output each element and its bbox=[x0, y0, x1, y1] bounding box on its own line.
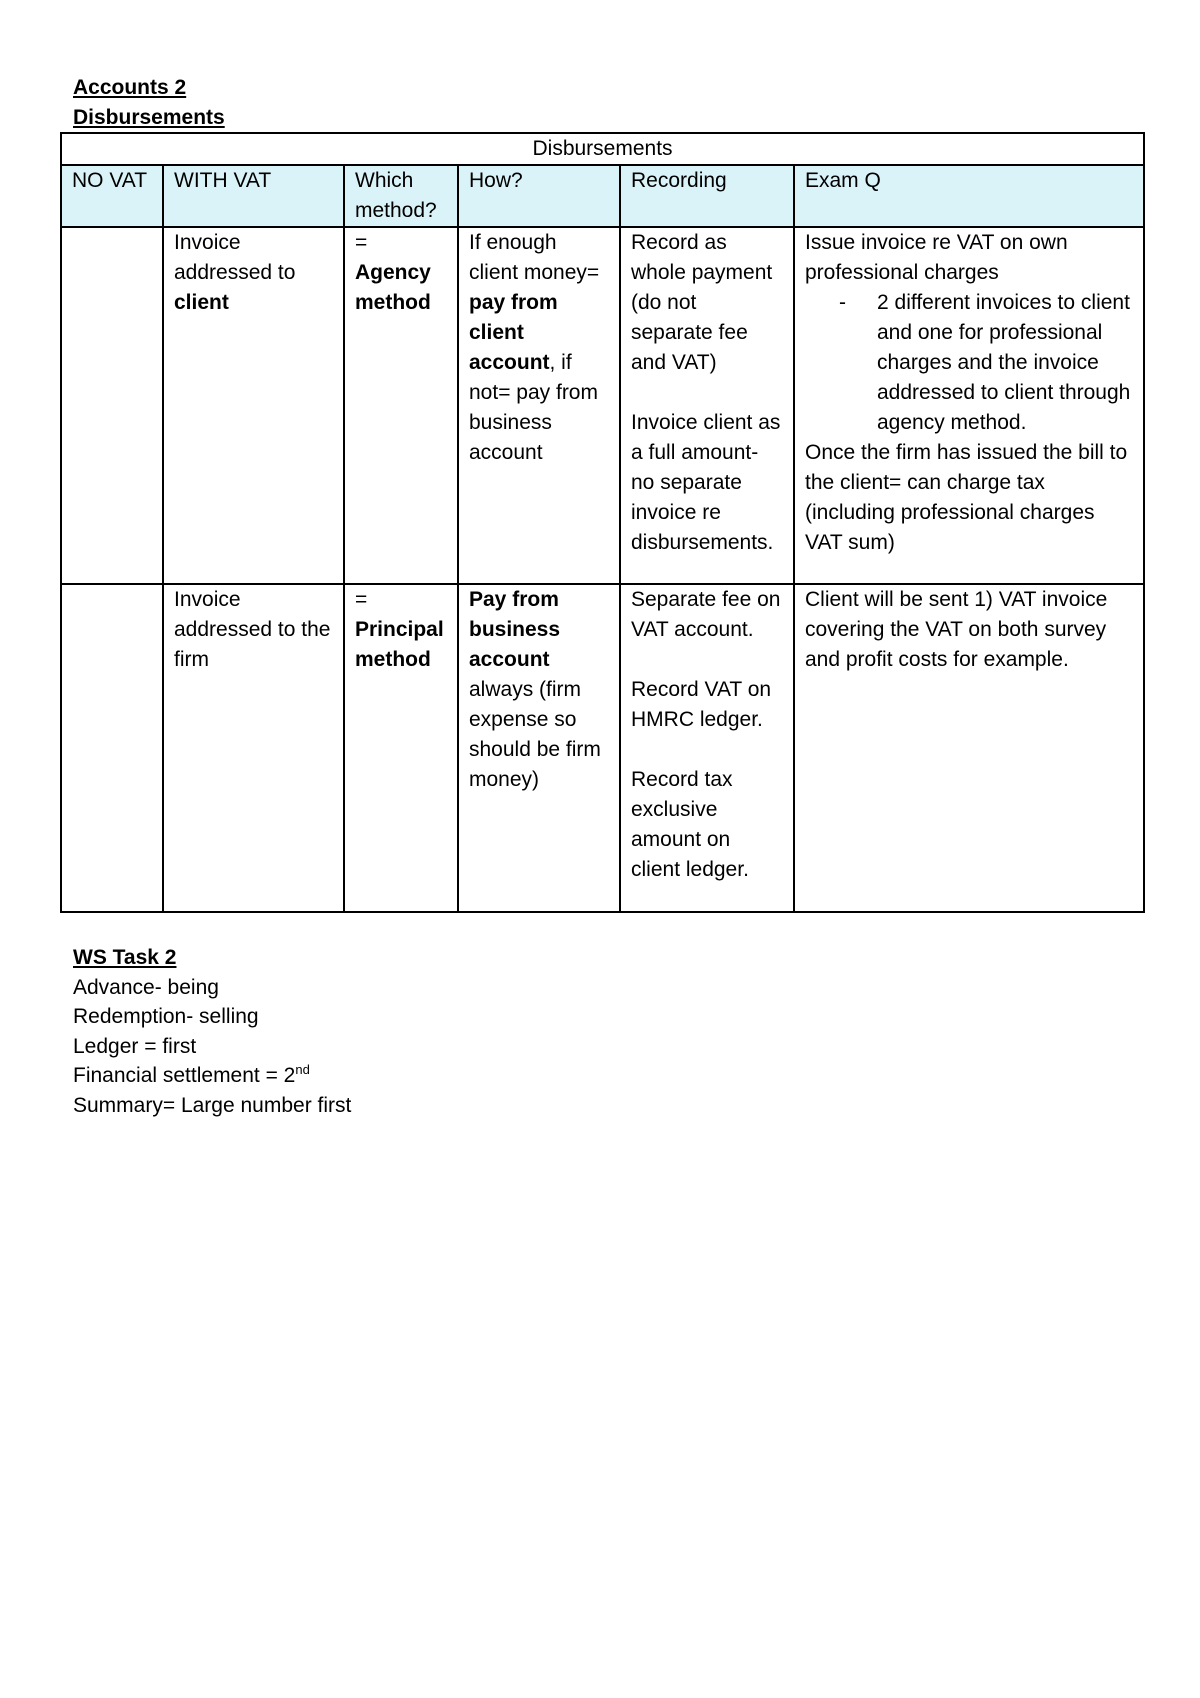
table-row bbox=[61, 584, 1144, 912]
row2-how-post: always (firm expense so should be firm money) bbox=[469, 678, 601, 791]
row1-method-name: Agency method bbox=[355, 261, 431, 314]
note-line: Advance- being bbox=[73, 975, 219, 999]
header-which-method: Which method? bbox=[344, 165, 458, 227]
header-exam-q: Exam Q bbox=[794, 165, 1144, 227]
table-row bbox=[61, 227, 1144, 584]
row1-method-prefix: = bbox=[355, 231, 368, 254]
row1-with-vat bbox=[163, 227, 344, 584]
row2-method bbox=[344, 584, 458, 912]
disbursements-table bbox=[60, 132, 1145, 913]
note-line-text: Financial settlement = 2 bbox=[73, 1064, 296, 1087]
paragraph-gap bbox=[631, 645, 783, 675]
header-recording: Recording bbox=[620, 165, 794, 227]
table-title: Disbursements bbox=[61, 133, 1144, 165]
note-line bbox=[73, 1061, 351, 1091]
paragraph-gap bbox=[631, 735, 783, 765]
row1-method bbox=[344, 227, 458, 584]
document-heading-disbursements: Disbursements bbox=[73, 106, 225, 129]
note-line: Summary= Large number first bbox=[73, 1093, 352, 1117]
row1-how-pre: If enough client money= bbox=[469, 231, 600, 284]
header-no-vat: NO VAT bbox=[61, 165, 163, 227]
ws-task-notes bbox=[73, 943, 351, 1120]
header-how: How? bbox=[458, 165, 620, 227]
row2-how bbox=[458, 584, 620, 912]
row1-exam-q bbox=[794, 227, 1144, 584]
table-title-row bbox=[61, 133, 1144, 165]
row1-recording bbox=[620, 227, 794, 584]
ordinal-suffix: nd bbox=[295, 1062, 310, 1077]
row2-method-prefix: = bbox=[355, 588, 368, 611]
row1-with-vat-bold: client bbox=[174, 291, 229, 314]
row2-with-vat: Invoice addressed to the firm bbox=[163, 584, 344, 912]
row2-how-bold: Pay from business account bbox=[469, 588, 561, 671]
row2-no-vat bbox=[61, 584, 163, 912]
row1-exam-intro: Issue invoice re VAT on own professional charges bbox=[805, 231, 1068, 284]
row1-recording-p1: Record as whole payment (do not separate fee and VAT) bbox=[631, 231, 773, 374]
row1-no-vat bbox=[61, 227, 163, 584]
paragraph-gap bbox=[631, 378, 783, 408]
row1-exam-list bbox=[805, 288, 1133, 438]
table-header-row bbox=[61, 165, 1144, 227]
row1-how bbox=[458, 227, 620, 584]
row1-how-bold: pay from client account bbox=[469, 291, 558, 374]
note-line: Redemption- selling bbox=[73, 1005, 259, 1028]
row1-recording-p2: Invoice client as a full amount- no separate invoice re disbursements. bbox=[631, 411, 781, 554]
row1-how-post: , if not= pay from business account bbox=[469, 351, 598, 464]
row1-with-vat-text: Invoice addressed to bbox=[174, 231, 296, 284]
header-with-vat: WITH VAT bbox=[163, 165, 344, 227]
row2-recording-p3: Record tax exclusive amount on client ledger. bbox=[631, 768, 749, 881]
row2-method-name: Principal method bbox=[355, 618, 444, 671]
row2-exam-q: Client will be sent 1) VAT invoice covering the VAT on both survey and profit costs for example. bbox=[794, 584, 1144, 912]
row2-recording-p1: Separate fee on VAT account. bbox=[631, 588, 781, 641]
document-heading-accounts: Accounts 2 bbox=[73, 76, 187, 99]
row2-recording-p2: Record VAT on HMRC ledger. bbox=[631, 678, 772, 731]
note-line: Ledger = first bbox=[73, 1034, 197, 1058]
row2-recording bbox=[620, 584, 794, 912]
row1-exam-outro: Once the firm has issued the bill to the client= can charge tax (including professional charges VAT sum) bbox=[805, 441, 1128, 554]
ws-task-title: WS Task 2 bbox=[73, 946, 177, 969]
list-item: - 2 different invoices to client and one for professional charges and the invoice addressed to client through agency method. bbox=[877, 288, 1133, 438]
